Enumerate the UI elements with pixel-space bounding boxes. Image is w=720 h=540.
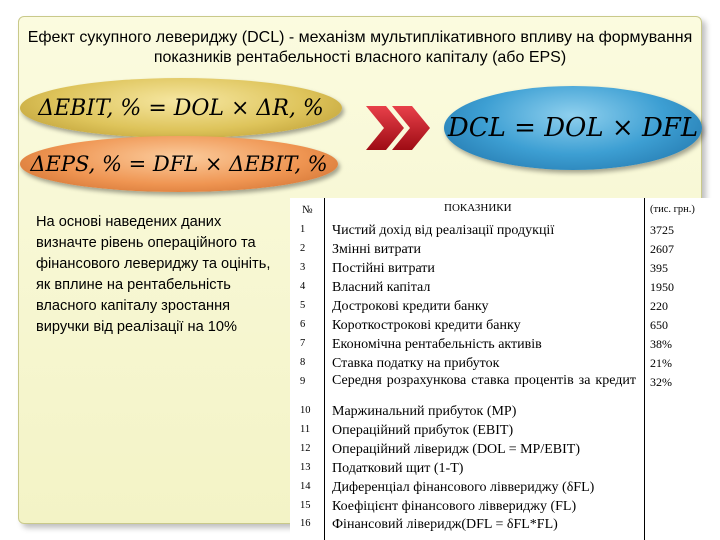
ebit-formula: ΔEBIT, % = DOL × ΔR, % bbox=[38, 95, 324, 121]
row-number: 10 bbox=[300, 405, 311, 416]
row-label: Фінансовий ліверидж(DFL = δFL*FL) bbox=[332, 517, 558, 532]
row-label: Маржинальний прибуток (МР) bbox=[332, 404, 517, 419]
row-value: 38% bbox=[650, 337, 672, 351]
row-label: Операційний ліверидж (DOL = MP/EBIT) bbox=[332, 442, 580, 457]
eps-formula-oval bbox=[20, 136, 338, 192]
row-value: 220 bbox=[650, 299, 668, 313]
dcl-formula: DCL = DOL × DFL bbox=[447, 113, 699, 143]
table-row bbox=[290, 261, 718, 280]
row-number: 14 bbox=[300, 481, 311, 492]
row-value: 395 bbox=[650, 261, 668, 275]
row-label: Дострокові кредити банку bbox=[332, 299, 489, 314]
indicators-table bbox=[290, 198, 718, 540]
row-value: 21% bbox=[650, 356, 672, 370]
row-label: Змінні витрати bbox=[332, 242, 421, 257]
row-number: 4 bbox=[300, 281, 306, 292]
row-label: Податковий щит (1-Т) bbox=[332, 461, 464, 476]
double-chevron-right-icon bbox=[364, 104, 432, 152]
table-row bbox=[290, 442, 718, 461]
row-label: Постійні витрати bbox=[332, 261, 435, 276]
row-label: Власний капітал bbox=[332, 280, 431, 295]
row-number: 12 bbox=[300, 443, 311, 454]
row-value: 650 bbox=[650, 318, 668, 332]
row-label: Середня розрахункова ставка процентів за кредит bbox=[332, 373, 636, 388]
row-number: 3 bbox=[300, 262, 306, 273]
row-label: Економічна рентабельність активів bbox=[332, 337, 542, 352]
header-indicators: ПОКАЗНИКИ bbox=[444, 202, 512, 214]
table-row bbox=[290, 375, 718, 394]
row-number: 2 bbox=[300, 243, 306, 254]
row-value: 3725 bbox=[650, 223, 674, 237]
row-label: Диференціал фінансового ліввериджу (δFL) bbox=[332, 480, 595, 495]
row-value: 2607 bbox=[650, 242, 674, 256]
table-row bbox=[290, 499, 718, 518]
row-label: Чистий дохід від реалізації продукції bbox=[332, 223, 555, 238]
table-row bbox=[290, 242, 718, 261]
table-row bbox=[290, 517, 718, 536]
row-number: 15 bbox=[300, 500, 311, 511]
task-text: На основі наведених даних визначте рівень операційного та фінансового левериджу та оцініть, як вплине на рентабельність власного капіталу зростання виручки від реалізації на 10% bbox=[36, 214, 271, 335]
row-number: 9 bbox=[300, 376, 306, 387]
header-unit: (тис. грн.) bbox=[650, 204, 695, 215]
row-label: Коефіцієнт фінансового ліввериджу (FL) bbox=[332, 499, 577, 514]
row-number: 6 bbox=[300, 319, 306, 330]
row-number: 11 bbox=[300, 424, 311, 435]
row-number: 5 bbox=[300, 300, 306, 311]
row-value: 1950 bbox=[650, 280, 674, 294]
eps-formula: ΔEPS, % = DFL × ΔEBIT, % bbox=[30, 152, 328, 176]
ebit-formula-oval bbox=[20, 78, 342, 138]
row-number: 8 bbox=[300, 357, 306, 368]
dcl-formula-oval bbox=[444, 86, 702, 170]
slide-title: Ефект сукупного левериджу (DCL) - механізм мультиплікативного впливу на формування показників рентабельності власного капіталу (або EPS) bbox=[27, 29, 693, 66]
row-number: 1 bbox=[300, 224, 306, 235]
row-value: 32% bbox=[650, 375, 672, 389]
row-label: Короткострокові кредити банку bbox=[332, 318, 521, 333]
table-row bbox=[290, 223, 718, 242]
row-label: Операційний прибуток (EBIT) bbox=[332, 423, 514, 438]
row-label: Ставка податку на прибуток bbox=[332, 356, 500, 371]
table-row bbox=[290, 280, 718, 299]
header-number: № bbox=[302, 204, 313, 216]
table-row bbox=[290, 337, 718, 356]
table-row bbox=[290, 423, 718, 442]
row-number: 13 bbox=[300, 462, 311, 473]
table-row bbox=[290, 299, 718, 318]
table-row bbox=[290, 318, 718, 337]
table-row bbox=[290, 404, 718, 423]
table-row bbox=[290, 461, 718, 480]
row-number: 7 bbox=[300, 338, 306, 349]
table-row bbox=[290, 480, 718, 499]
row-number: 16 bbox=[300, 518, 311, 529]
